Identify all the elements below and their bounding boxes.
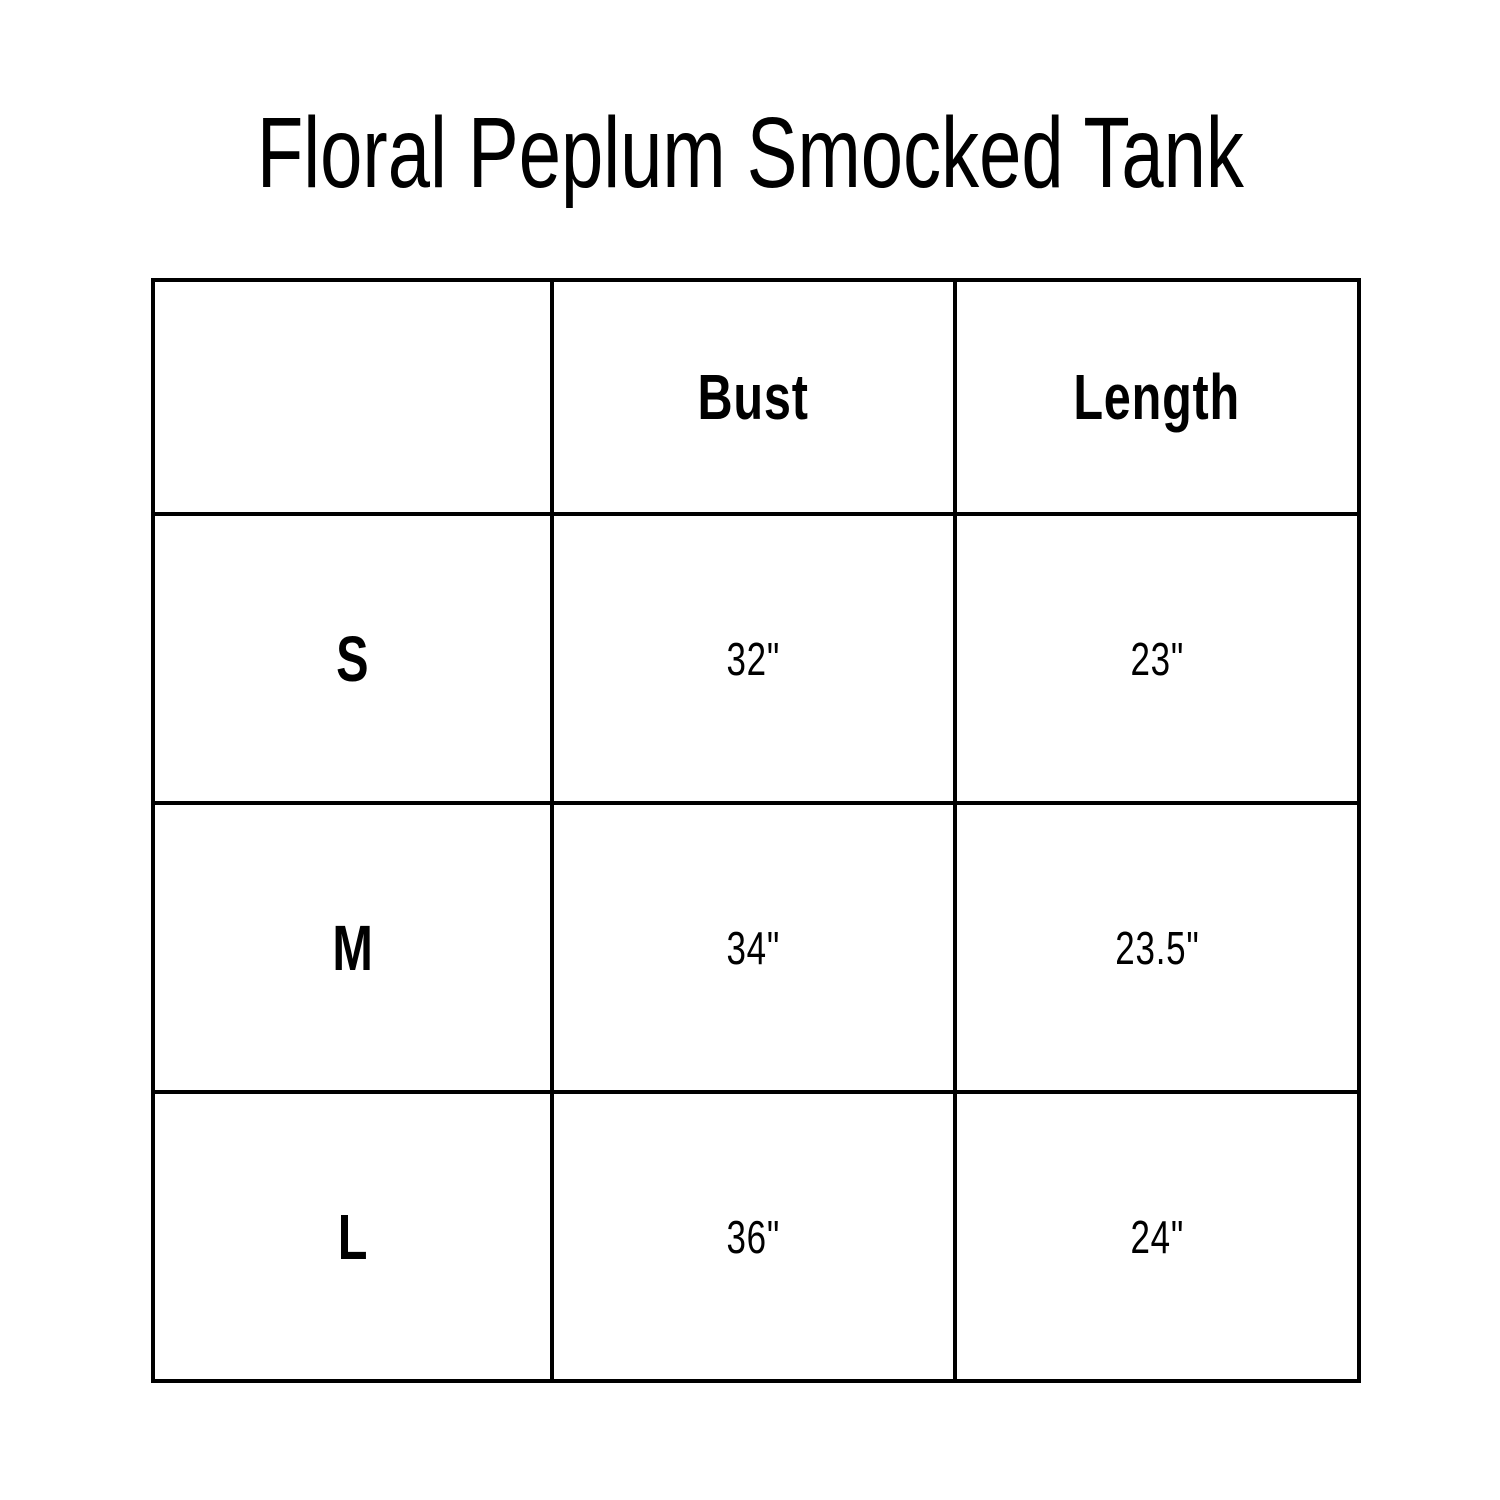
table-row-s [153, 514, 1359, 803]
length-value-s [955, 514, 1359, 803]
size-chart-table [151, 278, 1361, 1383]
bust-value-m [552, 803, 955, 1092]
bust-value-s [552, 514, 955, 803]
length-value-m [955, 803, 1359, 1092]
bust-value-s-text: 32" [726, 632, 781, 685]
length-value-l [955, 1092, 1359, 1381]
size-cell-l [153, 1092, 552, 1381]
length-value-s-text: 23" [1130, 632, 1184, 685]
bust-value-m-text: 34" [726, 921, 781, 974]
header-row [153, 280, 1359, 514]
column-header-length-label: Length [1073, 361, 1241, 433]
size-cell-s [153, 514, 552, 803]
size-label-l: L [337, 1200, 368, 1273]
table-row-m [153, 803, 1359, 1092]
size-label-s: S [336, 622, 369, 695]
length-value-m-text: 23.5" [1114, 921, 1200, 974]
column-header-length [955, 280, 1359, 514]
column-header-bust-label: Bust [697, 361, 810, 433]
corner-cell [153, 280, 552, 514]
page-title-text: Floral Peplum Smocked Tank [256, 97, 1244, 209]
bust-value-l [552, 1092, 955, 1381]
page-title [0, 0, 1500, 209]
size-cell-m [153, 803, 552, 1092]
column-header-bust [552, 280, 955, 514]
bust-value-l-text: 36" [726, 1210, 781, 1263]
size-label-m: M [332, 911, 373, 984]
table-row-l [153, 1092, 1359, 1381]
length-value-l-text: 24" [1130, 1210, 1184, 1263]
